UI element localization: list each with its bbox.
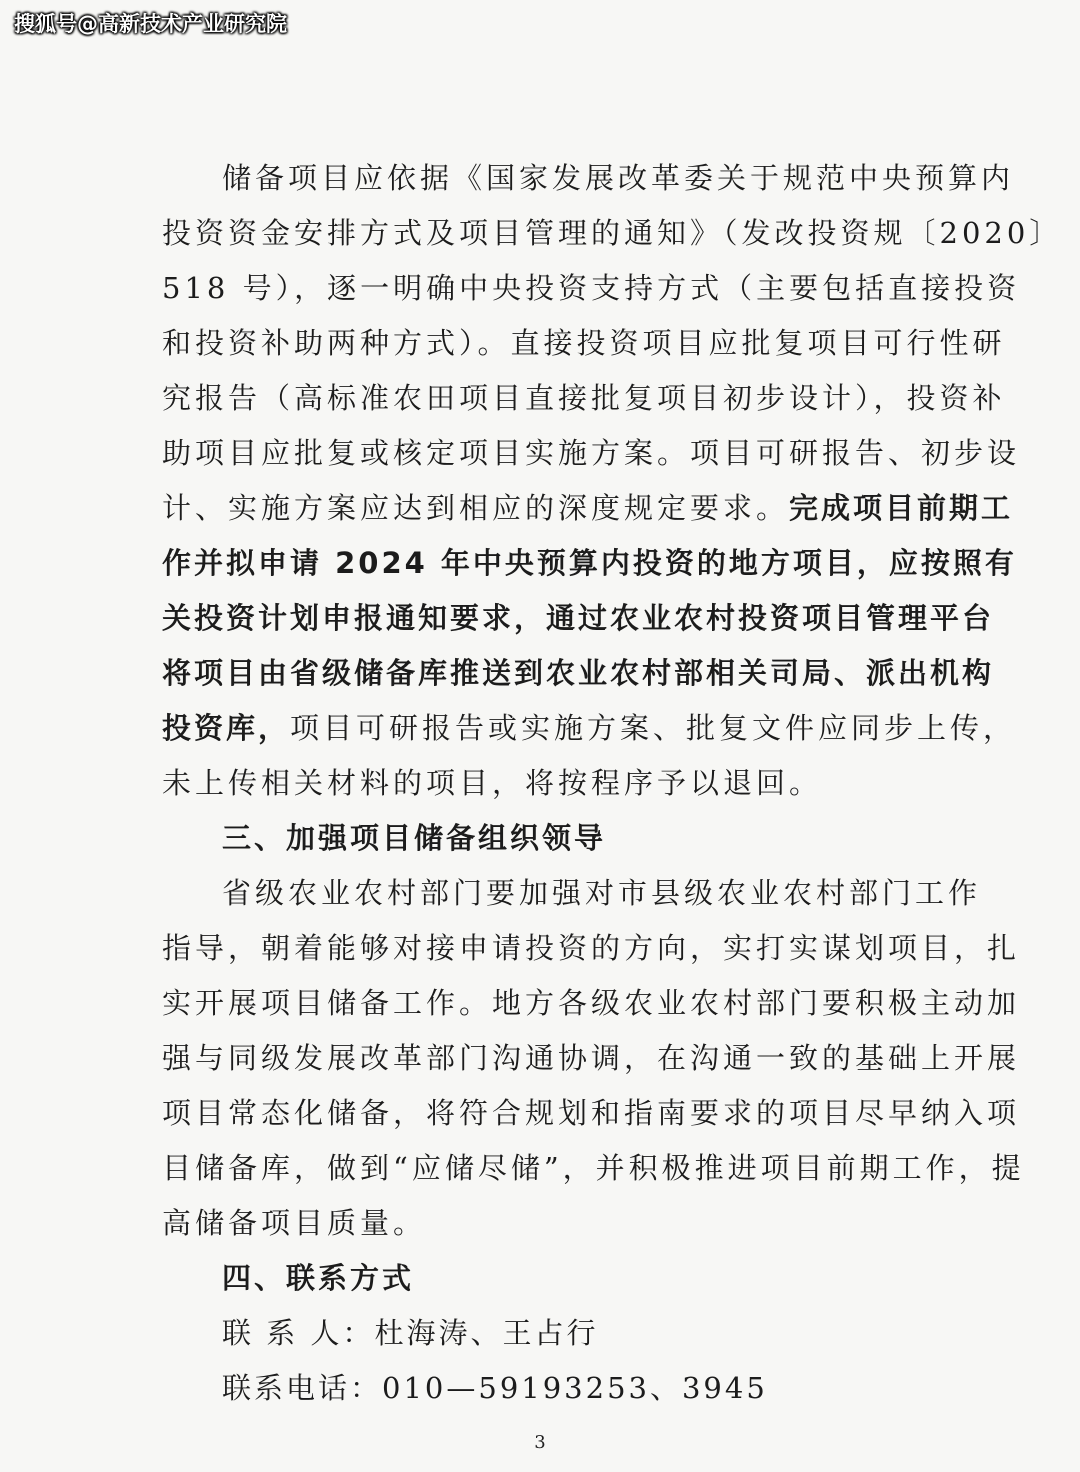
paragraph-bold-text: 完成项目前期工 [789, 491, 1014, 525]
contact-person-value: 杜海涛、王占行 [374, 1316, 599, 1350]
paragraph-line: 指导，朝着能够对接申请投资的方向，实打实谋划项目，扎 [162, 931, 1021, 965]
paragraph-bold-line: 关投资计划申报通知要求，通过农业农村投资项目管理平台 [162, 601, 995, 635]
paragraph-line: 省级农业农村部门要加强对市县级农业农村部门工作 [222, 876, 982, 910]
paragraph-line: 投资资金安排方式及项目管理的通知》（发改投资规〔2020〕 [162, 216, 1063, 250]
section-heading: 四、联系方式 [222, 1261, 415, 1295]
contact-phone-value: 010—59193253、3945 [382, 1371, 768, 1405]
paragraph-line: 高储备项目质量。 [162, 1206, 427, 1240]
paragraph-line: 强与同级发展改革部门沟通协调，在沟通一致的基础上开展 [162, 1041, 1021, 1075]
paragraph-text: 项目可研报告或实施方案、批复文件应同步上传， [290, 711, 1017, 745]
paragraph-line: 究报告（高标准农田项目直接批复项目初步设计），投资补 [162, 381, 1006, 415]
paragraph-line: 目储备库，做到“应储尽储”，并积极推进项目前期工作，提 [162, 1151, 1025, 1185]
paragraph-line: 项目常态化储备，将符合规划和指南要求的项目尽早纳入项 [162, 1096, 1021, 1130]
paragraph-line: 实开展项目储备工作。地方各级农业农村部门要积极主动加 [162, 986, 1021, 1020]
section-heading: 三、加强项目储备组织领导 [222, 821, 607, 855]
paragraph-text: 计、实施方案应达到相应的深度规定要求。 [162, 491, 790, 525]
paragraph-line: 助项目应批复或核定项目实施方案。项目可研报告、初步设 [162, 436, 1021, 470]
paragraph-line [162, 710, 1016, 746]
paragraph-line: 储备项目应依据《国家发展改革委关于规范中央预算内 [222, 161, 1015, 195]
paragraph-bold-line: 作并拟申请 2024 年中央预算内投资的地方项目，应按照有 [162, 546, 1017, 580]
contact-person-label: 联 系 人： [222, 1316, 375, 1350]
page-number: 3 [534, 1432, 546, 1453]
paragraph-line: 和投资补助两种方式）。直接投资项目应批复项目可行性研 [162, 326, 1006, 360]
paragraph-line: 518 号），逐一明确中央投资支持方式（主要包括直接投资 [162, 271, 1021, 305]
contact-phone-line [222, 1370, 768, 1406]
contact-person-line [222, 1315, 598, 1351]
paragraph-bold-line: 将项目由省级储备库推送到农业农村部相关司局、派出机构 [162, 656, 995, 690]
watermark-text: 搜狐号@高新技术产业研究院 [14, 12, 287, 36]
paragraph-bold-text: 投资库， [162, 711, 291, 745]
contact-phone-label: 联系电话： [222, 1371, 383, 1405]
paragraph-line [162, 490, 1013, 526]
paragraph-line: 未上传相关材料的项目，将按程序予以退回。 [162, 766, 823, 800]
